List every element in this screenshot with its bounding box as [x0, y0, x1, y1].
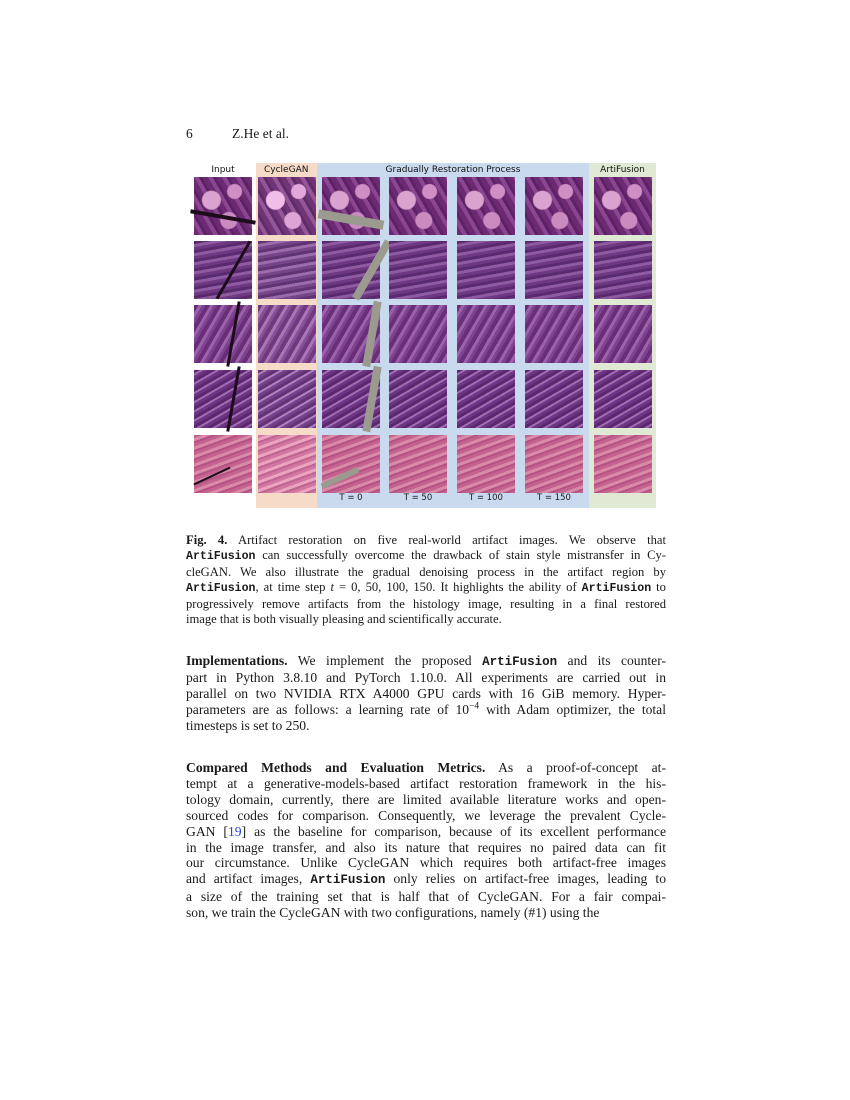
- text-segment: ] as the baseline for comparison, because of its excellent performance: [241, 823, 666, 839]
- text-segment: can successfully overcome the drawback of stain style mistransfer in Cy-: [255, 548, 666, 563]
- artifact-stroke: [193, 467, 230, 486]
- text-line: [186, 824, 666, 840]
- artifact-stroke: [216, 241, 252, 300]
- text-line: [186, 905, 666, 921]
- bold-heading: Compared Methods and Evaluation Metrics.: [186, 760, 486, 775]
- histology-image-tile: [525, 305, 583, 363]
- method-name: ArtiFusion: [186, 582, 256, 596]
- histology-image-tile: [525, 435, 583, 493]
- histology-image-tile: [389, 435, 447, 493]
- text-line: [186, 548, 666, 564]
- histology-image-tile: [322, 370, 380, 428]
- citation-link[interactable]: 19: [227, 823, 242, 839]
- histology-image-tile: [258, 370, 316, 428]
- text-line: [186, 686, 666, 702]
- text-segment: = 0, 50, 100, 150. It highlights the ability of: [333, 580, 582, 595]
- histology-image-tile: [525, 370, 583, 428]
- histology-image-tile: [525, 177, 583, 235]
- histology-image-tile: [389, 177, 447, 235]
- histology-image-tile: [258, 177, 316, 235]
- text-segment: our circumstance. Unlike CycleGAN which requires both artifact-free images: [186, 855, 666, 871]
- compared-methods-paragraph: [186, 760, 666, 921]
- method-name: ArtiFusion: [581, 582, 652, 596]
- text-line: [186, 718, 666, 734]
- histology-image-tile: [194, 435, 252, 493]
- histology-image-tile: [457, 305, 515, 363]
- text-segment: with Adam optimizer, the total: [479, 702, 666, 717]
- histology-image-tile: [389, 370, 447, 428]
- text-segment: image that is both visually pleasing and scientifically accurate.: [186, 612, 502, 627]
- text-segment: a size of the training set that is half that of CycleGAN. For a fair compai-: [186, 889, 666, 905]
- text-line: [186, 889, 666, 905]
- page-number: 6: [186, 126, 193, 141]
- text-line: [186, 612, 666, 627]
- text-segment: parallel on two NVIDIA RTX A4000 GPU cards with 16 GiB memory. Hyper-: [186, 686, 666, 701]
- text-line: [186, 855, 666, 871]
- method-name: ArtiFusion: [482, 655, 558, 669]
- text-segment: t: [330, 580, 334, 595]
- histology-image-tile: [194, 177, 252, 235]
- text-segment: −4: [469, 701, 480, 712]
- histology-image-tile: [525, 241, 583, 299]
- text-segment: parameters are as follows: a learning rate of 10: [186, 702, 470, 717]
- text-line: [186, 702, 666, 718]
- text-line: [186, 653, 666, 670]
- histology-image-tile: [457, 241, 515, 299]
- histology-image-tile: [194, 241, 252, 299]
- histology-image-tile: [258, 241, 316, 299]
- histology-image-tile: [194, 370, 252, 428]
- method-name: ArtiFusion: [310, 873, 386, 888]
- noise-region: [362, 301, 381, 367]
- running-head-authors: Z.He et al.: [232, 126, 289, 141]
- histology-image-tile: [322, 305, 380, 363]
- timestep-label: T = 100: [469, 493, 503, 503]
- bold-heading: Implementations.: [186, 653, 288, 668]
- timestep-label: T = 50: [403, 493, 433, 503]
- text-segment: timesteps is set to 250.: [186, 718, 310, 733]
- histology-image-tile: [594, 435, 652, 493]
- label-artifusion: ArtiFusion: [600, 165, 645, 175]
- text-line: [186, 580, 666, 596]
- text-segment: Artifact restoration on five real-world artifact images. We observe that: [227, 533, 666, 547]
- bold-heading: Fig. 4.: [186, 533, 228, 547]
- text-segment: sourced codes for comparison. Consequently, we leverage the prevalent Cycle-: [186, 807, 666, 823]
- histology-image-tile: [258, 305, 316, 363]
- figure-caption: [186, 533, 666, 627]
- text-segment: cleGAN. We also illustrate the gradual denoising process in the artifact region by: [186, 564, 666, 579]
- text-line: [186, 871, 666, 889]
- label-input: Input: [211, 165, 235, 175]
- artifact-stroke: [190, 209, 256, 224]
- histology-image-tile: [457, 370, 515, 428]
- text-line: [186, 670, 666, 686]
- text-segment: and artifact images,: [186, 871, 311, 887]
- figure-4: [194, 163, 656, 508]
- text-segment: progressively remove artifacts from the histology image, resulting in a final restored: [186, 596, 666, 611]
- implementations-paragraph: [186, 653, 666, 734]
- noise-region: [362, 366, 381, 432]
- noise-region: [318, 209, 385, 229]
- histology-image-tile: [594, 241, 652, 299]
- text-line: [186, 533, 666, 548]
- text-segment: part in Python 3.8.10 and PyTorch 1.10.0. All experiments are carried out in: [186, 670, 666, 685]
- label-cyclegan: CycleGAN: [264, 165, 309, 175]
- histology-image-tile: [594, 177, 652, 235]
- text-segment: We implement the proposed: [287, 653, 483, 668]
- histology-image-tile: [258, 435, 316, 493]
- artifact-stroke: [226, 301, 240, 367]
- histology-image-tile: [389, 241, 447, 299]
- noise-region: [321, 467, 360, 489]
- histology-image-tile: [594, 370, 652, 428]
- histology-image-tile: [594, 305, 652, 363]
- text-segment: As a proof-of-concept at-: [485, 760, 666, 775]
- text-line: [186, 808, 666, 824]
- text-segment: GAN [: [186, 823, 228, 839]
- text-segment: in the image transfer, and also its nature that requires no paired data can fit: [186, 839, 666, 855]
- text-segment: only relies on artifact-free images, leading to: [385, 871, 666, 887]
- text-segment: tology domain, currently, there are limited available literature works and open-: [186, 791, 666, 807]
- text-line: [186, 840, 666, 856]
- artifact-stroke: [226, 366, 240, 432]
- text-line: [186, 597, 666, 612]
- label-process: Gradually Restoration Process: [385, 165, 521, 175]
- text-line: [186, 760, 666, 776]
- histology-image-tile: [457, 435, 515, 493]
- text-segment: tempt at a generative-models-based artifact restoration framework in the his-: [186, 775, 666, 791]
- text-line: [186, 776, 666, 792]
- histology-image-tile: [389, 305, 447, 363]
- histology-image-tile: [322, 241, 380, 299]
- text-segment: and its counter-: [557, 653, 666, 668]
- histology-image-tile: [322, 435, 380, 493]
- histology-image-tile: [194, 305, 252, 363]
- timestep-label: T = 0: [339, 493, 363, 503]
- text-line: [186, 565, 666, 580]
- text-line: [186, 792, 666, 808]
- text-segment: , at time step: [255, 580, 331, 595]
- histology-image-tile: [457, 177, 515, 235]
- text-segment: son, we train the CycleGAN with two configurations, namely (#1) using the: [186, 905, 600, 921]
- timestep-label: T = 150: [537, 493, 571, 503]
- method-name: ArtiFusion: [186, 550, 256, 564]
- histology-image-tile: [322, 177, 380, 235]
- text-segment: to: [651, 580, 666, 595]
